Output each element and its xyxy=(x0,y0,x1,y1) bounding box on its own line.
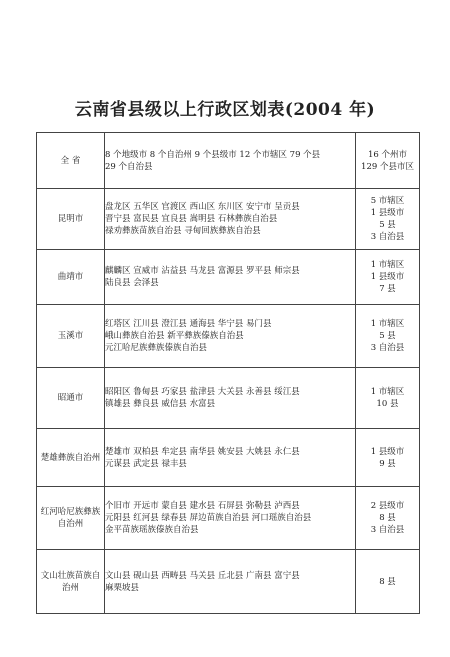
county-list: 8 个地级市 8 个自治州 9 个县级市 12 个市辖区 79 个县 29 个自治县 xyxy=(105,133,356,189)
region-name: 红河哈尼族彝族自治州 xyxy=(37,487,105,550)
summary-cell: 1 县级市 9 县 xyxy=(356,429,420,487)
region-name: 玉溪市 xyxy=(37,305,105,368)
summary-cell: 1 市辖区 10 县 xyxy=(356,368,420,429)
table-row xyxy=(37,250,420,305)
table-row xyxy=(37,133,420,189)
county-list: 麒麟区 宣威市 沾益县 马龙县 富源县 罗平县 师宗县 陆良县 会泽县 xyxy=(105,250,356,305)
summary-cell: 5 市辖区 1 县级市 5 县 3 自治县 xyxy=(356,189,420,250)
summary-cell: 1 市辖区 5 县 3 自治县 xyxy=(356,305,420,368)
table-row xyxy=(37,429,420,487)
county-list: 红塔区 江川县 澄江县 通海县 华宁县 易门县 峨山彝族自治县 新平彝族傣族自治县 元江哈尼族彝族傣族自治县 xyxy=(105,305,356,368)
table-row xyxy=(37,368,420,429)
summary-cell: 2 县级市 8 县 3 自治县 xyxy=(356,487,420,550)
region-name: 曲靖市 xyxy=(37,250,105,305)
region-name: 昆明市 xyxy=(37,189,105,250)
table-row xyxy=(37,487,420,550)
county-list: 昭阳区 鲁甸县 巧家县 盐津县 大关县 永善县 绥江县 镇雄县 彝良县 威信县 水富县 xyxy=(105,368,356,429)
county-list: 盘龙区 五华区 官渡区 西山区 东川区 安宁市 呈贡县 晋宁县 富民县 宜良县 嵩明县 石林彝族自治县 禄劝彝族苗族自治县 寻甸回族彝族自治县 xyxy=(105,189,356,250)
county-list: 文山县 砚山县 西畴县 马关县 丘北县 广南县 富宁县 麻栗坡县 xyxy=(105,550,356,614)
summary-cell: 16 个州市 129 个县市区 xyxy=(356,133,420,189)
summary-cell: 1 市辖区 1 县级市 7 县 xyxy=(356,250,420,305)
region-name: 楚雄彝族自治州 xyxy=(37,429,105,487)
region-name: 文山壮族苗族自治州 xyxy=(37,550,105,614)
division-table xyxy=(36,132,420,614)
table-row xyxy=(37,305,420,368)
summary-cell: 8 县 xyxy=(356,550,420,614)
county-list: 楚雄市 双柏县 牟定县 南华县 姚安县 大姚县 永仁县 元谋县 武定县 禄丰县 xyxy=(105,429,356,487)
table-row xyxy=(37,550,420,614)
county-list: 个旧市 开远市 蒙自县 建水县 石屏县 弥勒县 泸西县 元阳县 红河县 绿春县 屏边苗族自治县 河口瑶族自治县 金平苗族瑶族傣族自治县 xyxy=(105,487,356,550)
page-title: 云南省县级以上行政区划表(2004 年) xyxy=(74,100,376,120)
region-name: 全 省 xyxy=(37,133,105,189)
table-row xyxy=(37,189,420,250)
region-name: 昭通市 xyxy=(37,368,105,429)
